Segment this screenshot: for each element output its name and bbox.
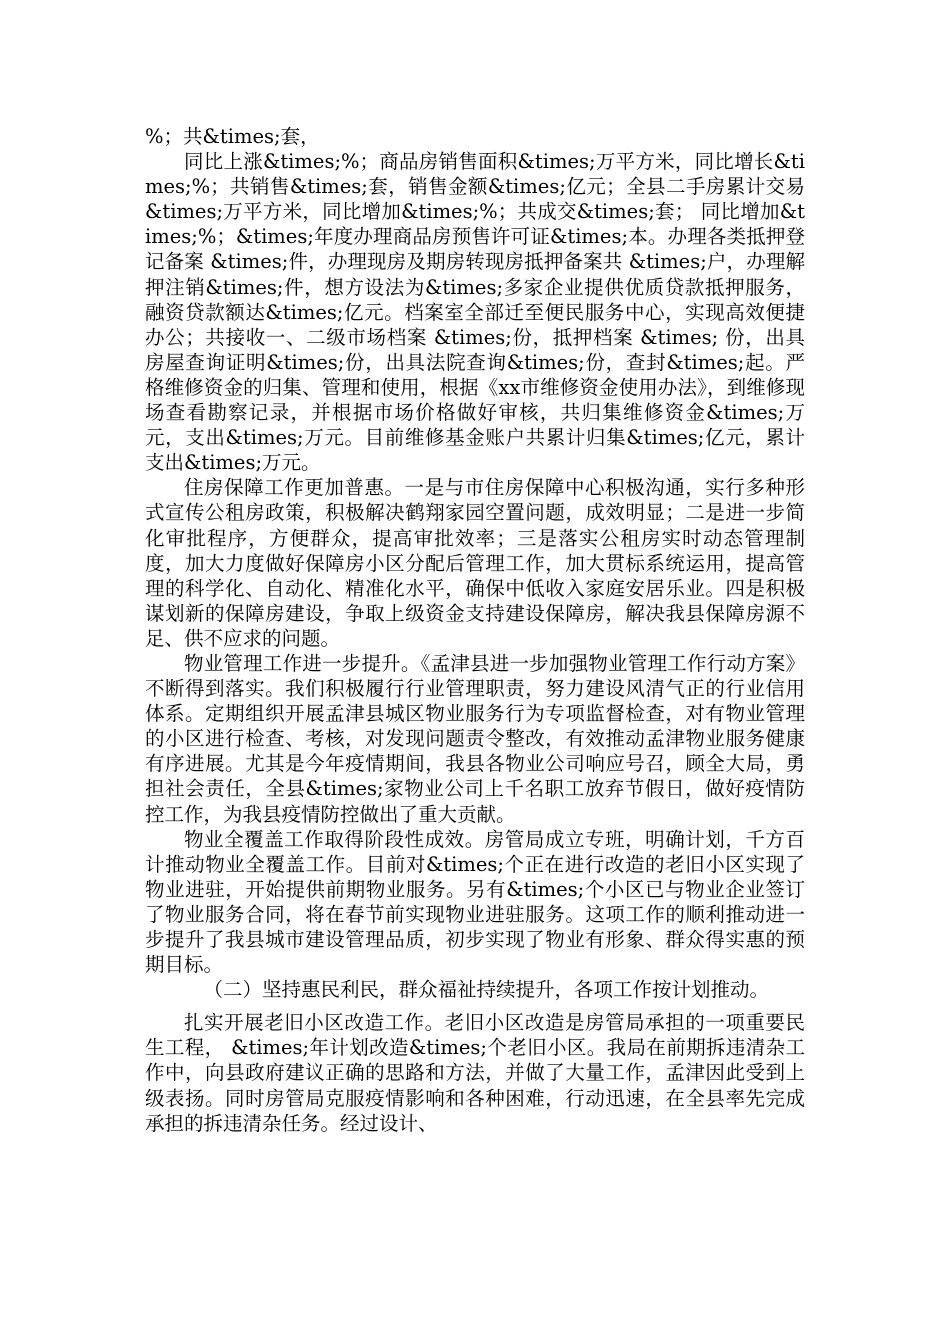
paragraph-sales-statistics: 同比上涨&times;%；商品房销售面积&times;万平方米，同比增长&times;%；共销售&times;套，销售金额&times;亿元；全县二手房累计交易&times;万平方米，同比增加&times;%；共成交&times;套； 同比增加&times;%；&times;年度办理商品房预售许可证&times;本。办理各类抵押登记备案 &times;件，办理现房及期房转现房抵押备案共 &times;户，办理解押注销&times;件，想方设法为&times;多家企业提供优质贷款抵押服务，融资贷款额达&times;亿元。档案室全部迁至便民服务中心，实现高效便捷办公；共接收一、二级市场档案 &times;份，抵押档案 &times; 份，出具房屋查询证明&times;份，出具法院查询&times;份，查封&times;起。严格维修资金的归集、管理和使用，根据《xx市维修资金使用办法》，到维修现场查看勘察记录，并根据市场价格做好审核，共归集维修资金&times;万元，支出&times;万元。目前维修基金账户共累计归集&times;亿元，累计支出&times;万元。	[145, 150, 805, 475]
paragraph-continuation: %；共&times;套，	[145, 125, 320, 148]
paragraph-property-coverage: 物业全覆盖工作取得阶段性成效。房管局成立专班，明确计划，千方百计推动物业全覆盖工作。目前对&times;个正在进行改造的老旧小区实现了物业进驻，开始提供前期物业服务。另有&times;个小区已与物业企业签订了物业服务合同，将在春节前实现物业进驻服务。这项工作的顺利推动进一步提升了我县城市建设管理品质，初步实现了物业有形象、群众得实惠的预期目标。	[145, 827, 805, 977]
paragraph-old-community-renovation: 扎实开展老旧小区改造工作。老旧小区改造是房管局承担的一项重要民生工程， &times;年计划改造&times;个老旧小区。我局在前期拆违清杂工作中，向县政府建议正确的思路和方法，并做了大量工作，孟津因此受到上级表扬。同时房管局克服疫情影响和各种困难，行动迅速，在全县率先完成承担的拆违清杂任务。经过设计、	[145, 1011, 805, 1135]
section-heading-2: （二）坚持惠民利民，群众福祉持续提升，各项工作按计划推动。	[203, 978, 770, 1002]
document-body	[145, 124, 805, 1136]
paragraph-property-management: 物业管理工作进一步提升。《孟津县进一步加强物业管理工作行动方案》不断得到落实。我们积极履行行业管理职责，努力建设风清气正的行业信用体系。定期组织开展孟津县城区物业服务行为专项监督检查，对有物业管理的小区进行检查、考核，对发现问题责令整改，有效推动孟津物业服务健康有序进展。尤其是今年疫情期间，我县各物业公司响应号召，顾全大局，勇担社会责任，全县&times;家物业公司上千名职工放弃节假日，做好疫情防控工作，为我县疫情防控做出了重大贡献。	[145, 651, 805, 826]
paragraph-housing-security: 住房保障工作更加普惠。一是与市住房保障中心积极沟通，实行多种形式宣传公租房政策，积极解决鹤翔家园空置问题，成效明显；二是进一步简化审批程序，方便群众，提高审批效率；三是落实公租房实时动态管理制度，加大力度做好保障房小区分配后管理工作，加大贯标系统运用，提高管理的科学化、自动化、精准化水平，确保中低收入家庭安居乐业。四是积极谋划新的保障房建设，争取上级资金支持建设保障房，解决我县保障房源不足、供不应求的问题。	[145, 476, 805, 650]
